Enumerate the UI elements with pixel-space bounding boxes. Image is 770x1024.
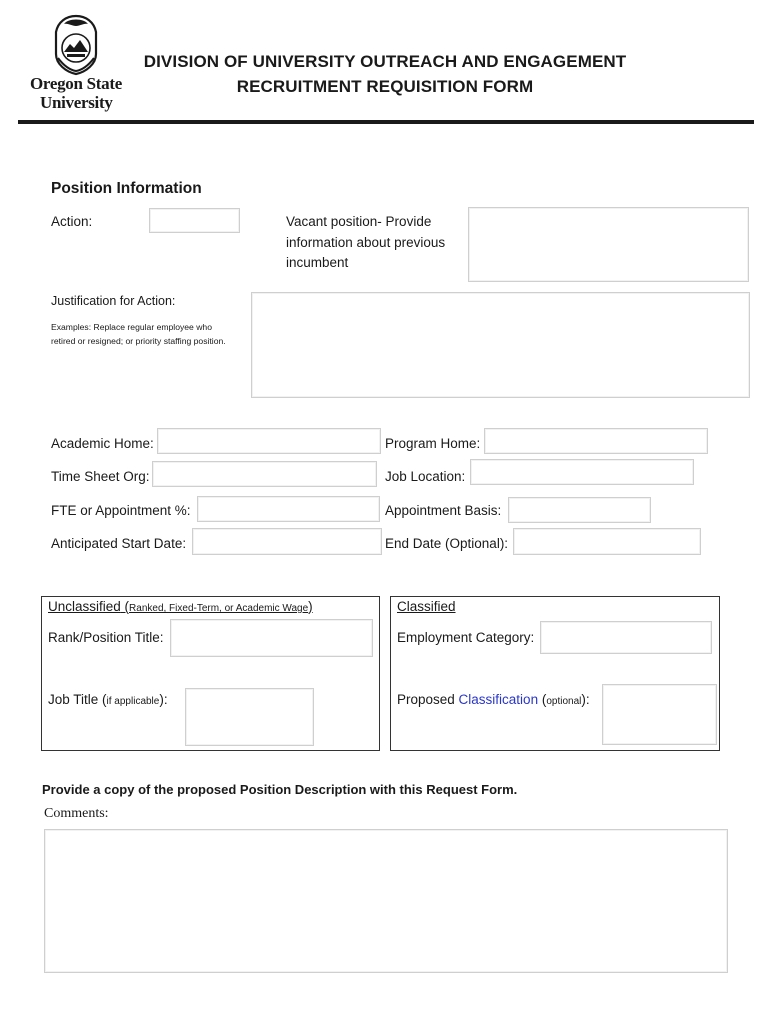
proposed-label-start: Proposed — [397, 692, 459, 707]
job-title-label — [48, 692, 168, 707]
time-sheet-org-label: Time Sheet Org: — [51, 469, 150, 484]
comments-label: Comments: — [44, 806, 109, 821]
form-title-line1: DIVISION OF UNIVERSITY OUTREACH AND ENGAGEMENT — [143, 52, 627, 71]
start-date-label: Anticipated Start Date: — [51, 536, 187, 551]
job-title-label-small: if applicable — [106, 696, 160, 707]
proposed-label-small: optional — [546, 696, 582, 707]
unclassified-heading-paren-open: ( — [120, 599, 130, 614]
justification-field[interactable] — [251, 292, 750, 398]
proposed-classification-field[interactable] — [602, 684, 717, 745]
classification-link[interactable]: Classification — [458, 692, 539, 707]
end-date-label: End Date (Optional): — [385, 536, 509, 551]
beaver-seal-icon — [50, 14, 102, 76]
fte-label: FTE or Appointment %: — [51, 503, 191, 518]
vacant-position-label: Vacant position- Provide information about previous incumbent — [286, 214, 446, 270]
unclassified-heading — [48, 599, 313, 614]
employment-category-field[interactable] — [540, 621, 712, 654]
action-field[interactable] — [149, 208, 240, 233]
employment-category-label: Employment Category: — [397, 630, 535, 645]
form-title-line2: RECRUITMENT REQUISITION FORM — [236, 77, 534, 96]
fte-field[interactable] — [197, 496, 380, 522]
header-divider — [18, 120, 754, 124]
start-date-field[interactable] — [192, 528, 382, 555]
academic-home-label: Academic Home: — [51, 436, 154, 451]
proposed-classification-label — [397, 692, 590, 707]
end-date-field[interactable] — [513, 528, 701, 555]
job-location-label: Job Location: — [385, 469, 466, 484]
program-home-field[interactable] — [484, 428, 708, 454]
academic-home-field[interactable] — [157, 428, 381, 454]
comments-field[interactable] — [44, 829, 728, 973]
classified-heading: Classified — [397, 599, 456, 614]
classified-section — [390, 596, 720, 751]
rank-position-title-field[interactable] — [170, 619, 373, 657]
job-title-label-end: ): — [159, 692, 168, 707]
proposed-label-paren: ( — [538, 692, 547, 707]
justification-label: Justification for Action: — [51, 294, 176, 308]
job-title-label-start: Job Title ( — [48, 692, 107, 707]
vacant-position-field[interactable] — [468, 207, 749, 282]
appointment-basis-field[interactable] — [508, 497, 651, 523]
job-title-field[interactable] — [185, 688, 314, 746]
time-sheet-org-field[interactable] — [152, 461, 377, 487]
unclassified-heading-text: Unclassified — [48, 599, 121, 614]
unclassified-heading-detail: Ranked, Fixed-Term, or Academic Wage — [129, 603, 309, 614]
job-location-field[interactable] — [470, 459, 694, 485]
position-description-notice: Provide a copy of the proposed Position Description with this Request Form. — [42, 782, 518, 797]
rank-position-title-label: Rank/Position Title: — [48, 630, 164, 645]
program-home-label: Program Home: — [385, 436, 481, 451]
logo-text-university: University — [40, 93, 113, 112]
unclassified-heading-paren-close: ) — [308, 599, 313, 614]
logo-text-oregon-state: Oregon State — [30, 74, 122, 93]
section-heading-position-information: Position Information — [51, 180, 202, 197]
action-label: Action: — [51, 214, 93, 229]
justification-examples: Examples: Replace regular employee who retired or resigned; or priority staffing position. — [51, 322, 226, 346]
proposed-label-end: ): — [581, 692, 590, 707]
unclassified-section — [41, 596, 380, 751]
appointment-basis-label: Appointment Basis: — [385, 503, 502, 518]
